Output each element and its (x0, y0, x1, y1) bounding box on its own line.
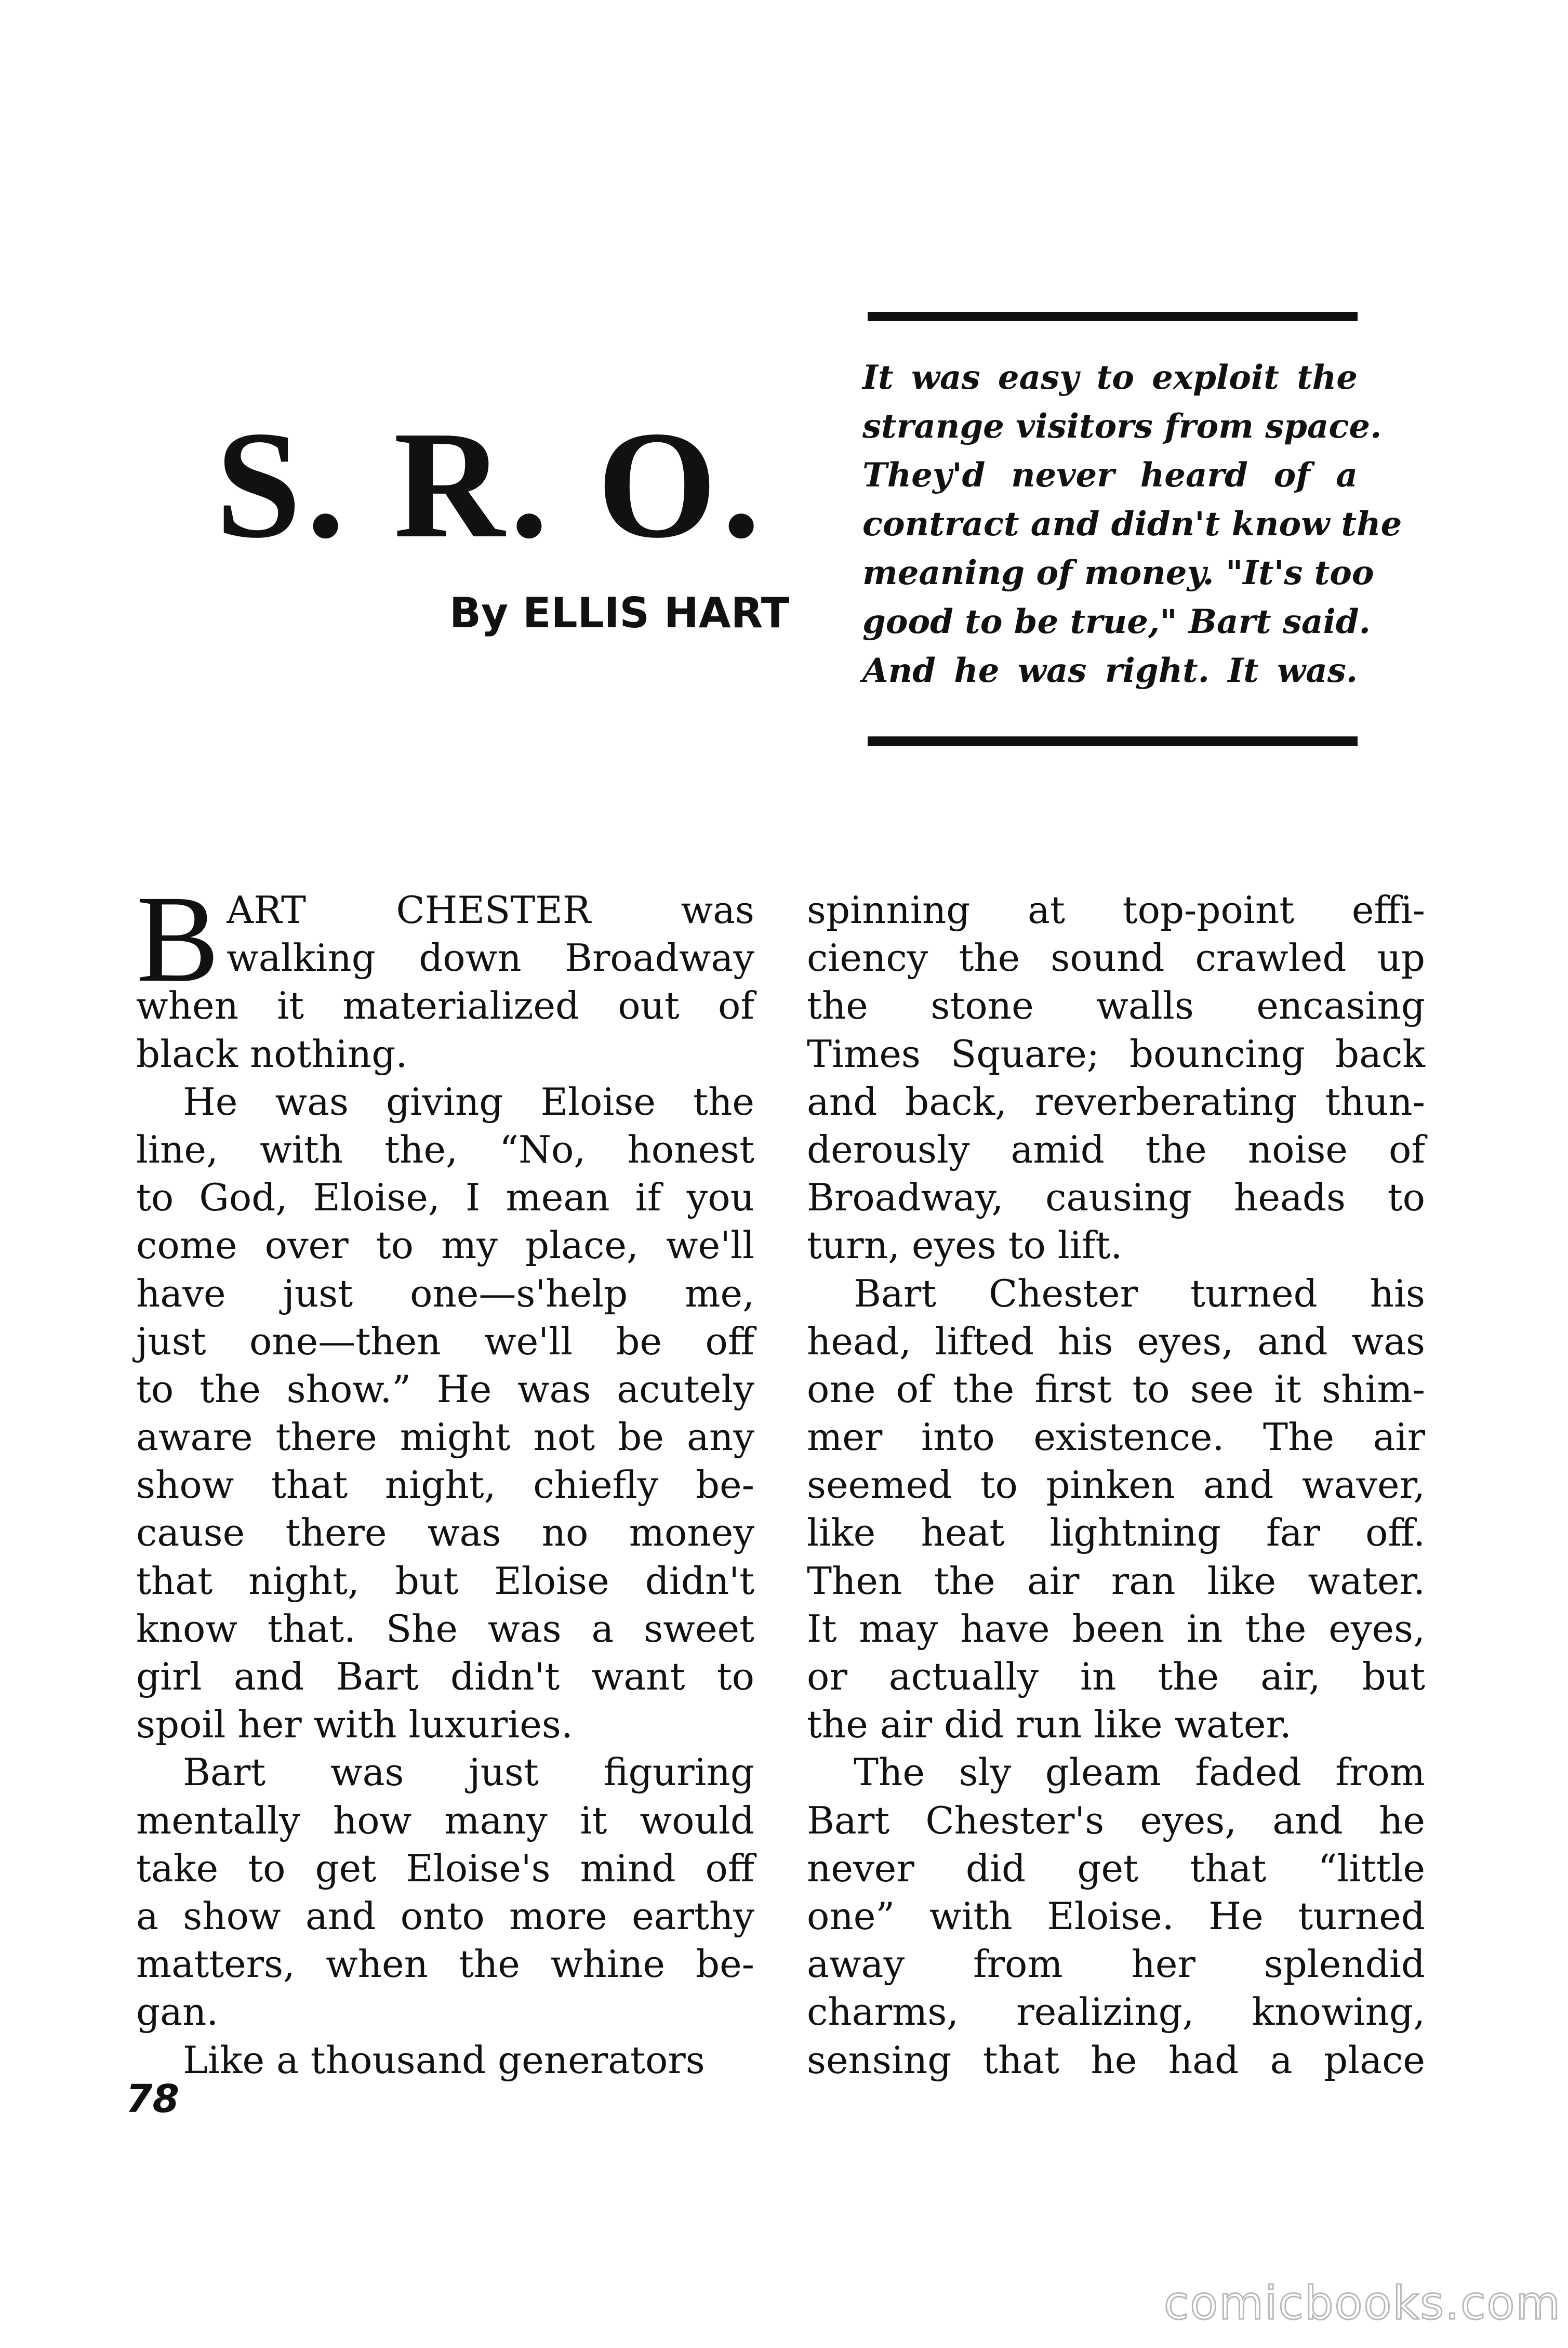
text-line: black nothing. (136, 1032, 408, 1076)
text-line: ciency the sound crawled up (807, 936, 1425, 980)
text-line: charms, realizing, knowing, (807, 1990, 1425, 2034)
byline: By ELLIS HART (449, 589, 790, 637)
text-line: cause there was no money (136, 1511, 754, 1555)
text-line: one of the first to see it shim- (807, 1367, 1425, 1411)
text-line: ART CHESTER was (227, 888, 754, 932)
text-line: just one—then we'll be off (136, 1319, 754, 1363)
blurb-line: It was easy to exploit the (862, 358, 1358, 397)
text-line: Bart was just figuring (183, 1750, 754, 1795)
article-title: S. R. O. (216, 400, 766, 570)
text-line: Like a thousand generators (183, 2038, 705, 2082)
text-line: that night, but Eloise didn't (136, 1559, 754, 1603)
text-line: He was giving Eloise the (183, 1079, 754, 1124)
text-line: never did get that “little (807, 1846, 1425, 1890)
drop-cap: B (136, 869, 220, 1008)
text-line: seemed to pinken and waver, (807, 1463, 1425, 1507)
text-line: aware there might not be any (136, 1415, 754, 1459)
blurb-line: And he was right. It was. (862, 651, 1358, 690)
text-line: derously amid the noise of (807, 1127, 1425, 1171)
blurb-line: meaning of money. "It's too (862, 553, 1374, 592)
text-line: to the show.” He was acutely (136, 1367, 754, 1411)
blurb-line: good to be true," Bart said. (862, 602, 1371, 641)
blurb-line: contract and didn't know the (862, 505, 1402, 544)
text-line: spinning at top-point effi- (807, 888, 1425, 932)
blurb-line: They'd never heard of a (862, 456, 1358, 495)
text-line: Times Square; bouncing back (807, 1032, 1425, 1076)
blurb-text (862, 353, 1402, 695)
left-column (136, 869, 754, 2084)
text-line: come over to my place, we'll (136, 1223, 754, 1268)
text-line: walking down Broadway (227, 936, 754, 980)
text-line: know that. She was a sweet (136, 1606, 754, 1651)
watermark: comicbooks.com (1164, 2276, 1562, 2330)
text-line: the air did run like water. (807, 1703, 1292, 1747)
text-line: or actually in the air, but (807, 1655, 1425, 1698)
blurb-line: strange visitors from space. (862, 407, 1382, 446)
text-line: Bart Chester turned his (854, 1271, 1425, 1315)
blurb-box (857, 312, 1402, 746)
text-line: Broadway, causing heads to (807, 1176, 1425, 1220)
text-line: gan. (136, 1990, 219, 2034)
text-line: head, lifted his eyes, and was (807, 1319, 1425, 1363)
page-number: 78 (126, 2077, 179, 2121)
text-line: turn, eyes to lift. (807, 1223, 1123, 1268)
text-line: Then the air ran like water. (807, 1559, 1425, 1603)
text-line: show that night, chiefly be- (136, 1463, 754, 1507)
text-line: take to get Eloise's mind off (136, 1846, 754, 1890)
bottom-rule (868, 736, 1358, 746)
text-line: matters, when the whine be- (136, 1942, 754, 1986)
text-line: like heat lightning far off. (807, 1511, 1425, 1555)
text-line: the stone walls encasing (807, 984, 1425, 1028)
text-line: to God, Eloise, I mean if you (136, 1176, 754, 1220)
text-line: mer into existence. The air (807, 1415, 1425, 1459)
text-line: when it materialized out of (136, 984, 754, 1028)
text-line: mentally how many it would (136, 1798, 754, 1842)
text-line: It may have been in the eyes, (807, 1606, 1425, 1651)
text-line: sensing that he had a place (807, 2038, 1425, 2082)
text-line: Bart Chester's eyes, and he (807, 1798, 1425, 1842)
text-line: and back, reverberating thun- (807, 1079, 1425, 1124)
text-line: away from her splendid (807, 1942, 1425, 1986)
text-line: girl and Bart didn't want to (136, 1655, 754, 1698)
text-line: a show and onto more earthy (136, 1894, 754, 1938)
text-line: The sly gleam faded from (854, 1750, 1425, 1795)
text-line: have just one—s'help me, (136, 1271, 754, 1315)
text-line: line, with the, “No, honest (136, 1127, 754, 1171)
right-column (807, 886, 1425, 2084)
top-rule (868, 312, 1358, 321)
text-line: one” with Eloise. He turned (807, 1894, 1425, 1938)
text-line: spoil her with luxuries. (136, 1703, 573, 1747)
